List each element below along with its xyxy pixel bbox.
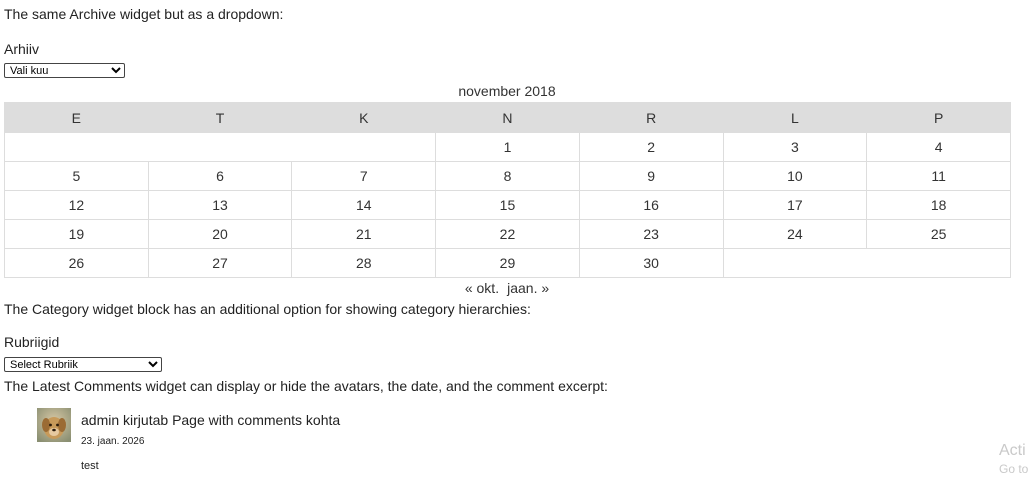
- calendar-day: 2: [579, 133, 723, 162]
- calendar-day: 28: [292, 249, 436, 278]
- comment-verb: kirjutab: [123, 412, 169, 428]
- calendar-day: 16: [579, 191, 723, 220]
- calendar-prev-link[interactable]: « okt.: [464, 280, 500, 296]
- calendar-week-row: [5, 220, 1011, 249]
- category-dropdown[interactable]: [4, 357, 162, 372]
- calendar-day: 5: [5, 162, 149, 191]
- calendar-day: 23: [579, 220, 723, 249]
- category-heading: Rubriigid: [4, 334, 60, 350]
- avatar-image: [37, 408, 71, 442]
- archive-month-dropdown[interactable]: [4, 63, 125, 78]
- calendar-day: 24: [723, 220, 867, 249]
- weekday-header: E: [5, 103, 149, 133]
- calendar-empty-cell: [5, 133, 436, 162]
- calendar-day: 4: [867, 133, 1011, 162]
- calendar-next-link[interactable]: jaan. »: [507, 280, 550, 296]
- calendar-day: 15: [436, 191, 580, 220]
- weekday-header: K: [292, 103, 436, 133]
- calendar-caption: november 2018: [458, 83, 556, 99]
- calendar-day: 9: [579, 162, 723, 191]
- calendar-table: [4, 102, 1011, 278]
- comments-intro-text: The Latest Comments widget can display or hide the avatars, the date, and the comment excerpt:: [4, 378, 608, 394]
- calendar-day: 21: [292, 220, 436, 249]
- calendar-day: 13: [148, 191, 292, 220]
- calendar-day: 10: [723, 162, 867, 191]
- weekday-header: R: [579, 103, 723, 133]
- calendar-day: 12: [5, 191, 149, 220]
- calendar-day: 25: [867, 220, 1011, 249]
- calendar-day: 1: [436, 133, 580, 162]
- activation-watermark-title: Acti: [999, 442, 1026, 459]
- comment-meta: [81, 412, 340, 428]
- calendar-day: 29: [436, 249, 580, 278]
- weekday-header: P: [867, 103, 1011, 133]
- calendar-week-row: [5, 249, 1011, 278]
- comment-date: 23. jaan. 2026: [81, 436, 145, 447]
- calendar-week-row: [5, 133, 1011, 162]
- calendar-week-row: [5, 191, 1011, 220]
- calendar-week-row: [5, 162, 1011, 191]
- calendar-day: 6: [148, 162, 292, 191]
- archive-heading: Arhiiv: [4, 41, 40, 57]
- calendar-day: 18: [867, 191, 1011, 220]
- comment-author-link[interactable]: admin: [81, 412, 120, 428]
- comment-post-link[interactable]: Page with comments: [172, 412, 303, 428]
- calendar-day: 17: [723, 191, 867, 220]
- weekday-header: T: [148, 103, 292, 133]
- category-intro-text: The Category widget block has an additional option for showing category hierarchies:: [4, 301, 531, 317]
- calendar-day: 26: [5, 249, 149, 278]
- calendar-navigation: [4, 280, 1010, 296]
- weekday-header: N: [436, 103, 580, 133]
- calendar-empty-cell: [723, 249, 1010, 278]
- calendar-day: 22: [436, 220, 580, 249]
- calendar-day: 27: [148, 249, 292, 278]
- archive-intro-text: The same Archive widget but as a dropdown:: [4, 6, 284, 22]
- calendar-day: 3: [723, 133, 867, 162]
- comment-excerpt: test: [81, 460, 99, 472]
- commenter-avatar: [37, 408, 71, 442]
- calendar-day: 11: [867, 162, 1011, 191]
- calendar-day: 19: [5, 220, 149, 249]
- activation-watermark-subtitle: Go to: [999, 462, 1028, 476]
- comment-suffix: kohta: [305, 412, 341, 428]
- calendar-day: 20: [148, 220, 292, 249]
- calendar-weekday-row: [5, 103, 1011, 133]
- calendar-day: 8: [436, 162, 580, 191]
- weekday-header: L: [723, 103, 867, 133]
- calendar-day: 30: [579, 249, 723, 278]
- calendar-day: 7: [292, 162, 436, 191]
- calendar-day: 14: [292, 191, 436, 220]
